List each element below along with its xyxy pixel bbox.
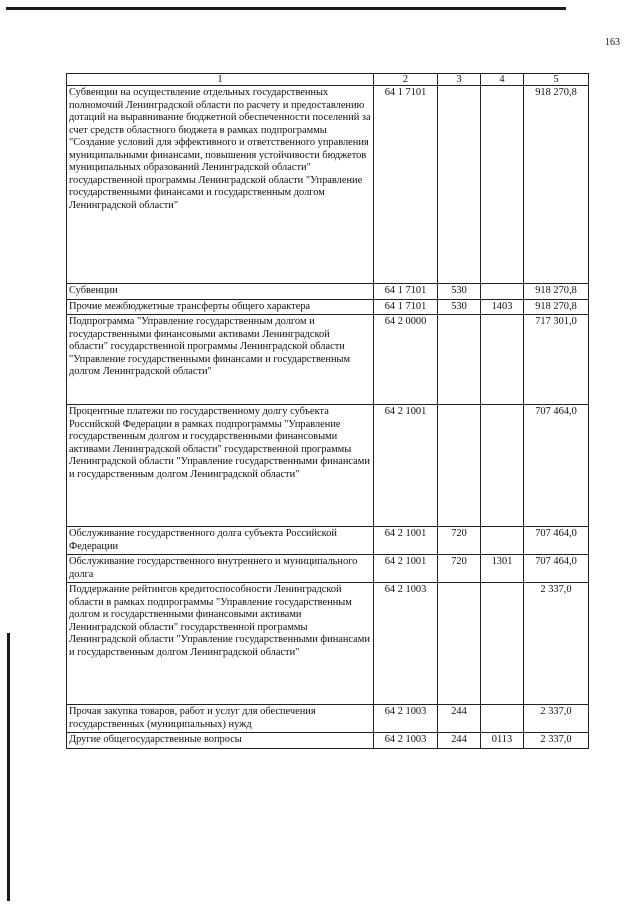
- top-border-line: [6, 7, 566, 10]
- row-code: 64 1 7101: [374, 284, 438, 300]
- row-name: Субвенции на осуществление отдельных государственных полномочий Ленинградской области по расчету и предоставлению дотаций на выравнивание бюджетной обеспеченности поселений за счет средств областного бюджета в рамках подпрограммы "Создание условий для эффективного и ответственного управления муниципальными финансами, повышения устойчивости бюджетов муниципальных образований Ленинградской области" государственной программы Ленинградской области "Управление государственными финансами и государственным долгом Ленинградской области": [67, 86, 374, 284]
- row-rz: [481, 284, 524, 300]
- row-name: Прочие межбюджетные трансферты общего характера: [67, 299, 374, 315]
- page-number: 163: [605, 37, 620, 48]
- row-rz: [481, 86, 524, 284]
- row-vr: [438, 315, 481, 405]
- table-row: [67, 86, 589, 284]
- row-name: Другие общегосударственные вопросы: [67, 733, 374, 749]
- table-row: [67, 583, 589, 705]
- row-vr: 244: [438, 733, 481, 749]
- row-rz: [481, 583, 524, 705]
- row-amount: 2 337,0: [524, 705, 589, 733]
- row-code: 64 2 1003: [374, 583, 438, 705]
- table-row: [67, 315, 589, 405]
- row-amount: 707 464,0: [524, 555, 589, 583]
- row-vr: [438, 583, 481, 705]
- row-code: 64 2 1001: [374, 527, 438, 555]
- row-name: Обслуживание государственного долга субъекта Российской Федерации: [67, 527, 374, 555]
- row-code: 64 2 0000: [374, 315, 438, 405]
- row-rz: 1301: [481, 555, 524, 583]
- row-amount: 2 337,0: [524, 733, 589, 749]
- header-col-2: 2: [374, 74, 438, 86]
- row-code: 64 2 1001: [374, 405, 438, 527]
- row-code: 64 1 7101: [374, 86, 438, 284]
- table-row: [67, 555, 589, 583]
- row-vr: [438, 405, 481, 527]
- row-amount: 717 301,0: [524, 315, 589, 405]
- row-amount: 707 464,0: [524, 527, 589, 555]
- row-vr: [438, 86, 481, 284]
- row-vr: 530: [438, 284, 481, 300]
- table-row: [67, 705, 589, 733]
- row-code: 64 2 1003: [374, 705, 438, 733]
- row-amount: 2 337,0: [524, 583, 589, 705]
- row-rz: [481, 527, 524, 555]
- row-name: Обслуживание государственного внутреннего и муниципального долга: [67, 555, 374, 583]
- header-col-3: 3: [438, 74, 481, 86]
- header-col-1: 1: [67, 74, 374, 86]
- row-vr: 720: [438, 527, 481, 555]
- row-amount: 918 270,8: [524, 86, 589, 284]
- row-rz: 0113: [481, 733, 524, 749]
- row-amount: 918 270,8: [524, 299, 589, 315]
- table-row: [67, 733, 589, 749]
- header-col-5: 5: [524, 74, 589, 86]
- row-code: 64 2 1003: [374, 733, 438, 749]
- row-name: Поддержание рейтингов кредитоспособности Ленинградской области в рамках подпрограммы "Управление государственным долгом и государственными финансовыми активами Ленинградской области" государственной программы Ленинградской области "Управление государственными финансами и государственным долгом Ленинградской области": [67, 583, 374, 705]
- row-vr: 720: [438, 555, 481, 583]
- row-code: 64 2 1001: [374, 555, 438, 583]
- left-margin-bar: [7, 633, 10, 901]
- row-name: Подпрограмма "Управление государственным долгом и государственными финансовыми активами Ленинградской области" государственной программы Ленинградской области "Управление государственными финансами и государственным долгом Ленинградской области": [67, 315, 374, 405]
- row-amount: 918 270,8: [524, 284, 589, 300]
- table-row: [67, 527, 589, 555]
- row-vr: 530: [438, 299, 481, 315]
- row-vr: 244: [438, 705, 481, 733]
- row-rz: [481, 315, 524, 405]
- header-col-4: 4: [481, 74, 524, 86]
- row-amount: 707 464,0: [524, 405, 589, 527]
- table-row: [67, 284, 589, 300]
- row-name: Процентные платежи по государственному долгу субъекта Российской Федерации в рамках подпрограммы "Управление государственным долгом и государственными финансовыми активами Ленинградской области" государственной программы Ленинградской области "Управление государственными финансами и государственным долгом Ленинградской области": [67, 405, 374, 527]
- row-rz: [481, 405, 524, 527]
- table-row: [67, 299, 589, 315]
- table-row: [67, 405, 589, 527]
- budget-table: [66, 73, 589, 749]
- row-code: 64 1 7101: [374, 299, 438, 315]
- table-header-row: [67, 74, 589, 86]
- row-rz: 1403: [481, 299, 524, 315]
- row-name: Прочая закупка товаров, работ и услуг для обеспечения государственных (муниципальных) нужд: [67, 705, 374, 733]
- row-name: Субвенции: [67, 284, 374, 300]
- row-rz: [481, 705, 524, 733]
